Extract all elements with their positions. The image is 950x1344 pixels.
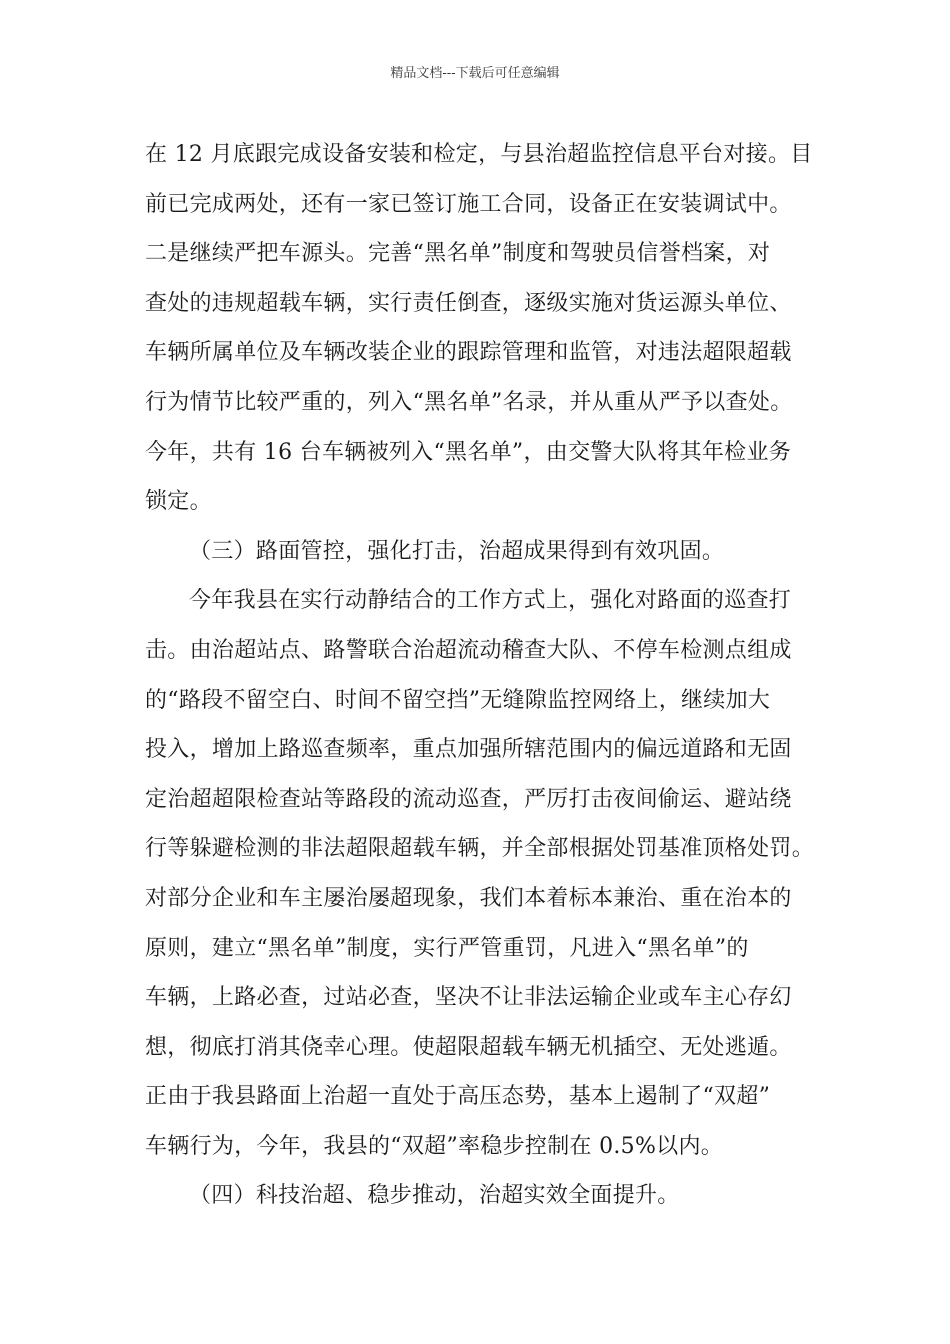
text-line: 锁定。 [145, 489, 212, 515]
text-line: 原则，建立“黑名单”制度，实行严管重罚，凡进入“黑名单”的 [145, 935, 749, 961]
text-line: 车辆所属单位及车辆改装企业的跟踪管理和监管，对违法超限超载 [145, 340, 792, 366]
text-line: 二是继续严把车源头。完善“黑名单”制度和驾驶员信誉档案，对 [145, 241, 771, 267]
text-line: 在 12 月底跟完成设备安装和检定，与县治超监控信息平台对接。目 [145, 142, 813, 167]
section-heading: （三）路面管控，强化打击，治超成果得到有效巩固。 [189, 538, 725, 564]
text-line: 对部分企业和车主屡治屡超现象，我们本着标本兼治、重在治本的 [145, 885, 792, 911]
text-line: 定治超超限检查站等路段的流动巡查，严厉打击夜间偷运、避站绕 [145, 786, 792, 812]
text-line: 想，彻底打消其侥幸心理。使超限超载车辆无机插空、无处逃遁。 [145, 1034, 792, 1060]
text-line: 行等躲避检测的非法超限超载车辆，并全部根据处罚基准顶格处罚。 [145, 836, 815, 862]
text-line: 车辆行为，今年，我县的“双超”率稳步控制在 0.5%以内。 [145, 1133, 724, 1159]
text-line: 车辆，上路必查，过站必查，坚决不让非法运输企业或车主心存幻 [145, 985, 792, 1011]
text-line: 正由于我县路面上治超一直处于高压态势，基本上遏制了“双超” [145, 1084, 771, 1110]
text-line: 击。由治超站点、路警联合治超流动稽查大队、不停车检测点组成 [145, 637, 792, 663]
text-line: 今年我县在实行动静结合的工作方式上，强化对路面的巡查打 [189, 588, 792, 614]
page-header: 精品文档---下载后可任意编辑 [390, 66, 560, 81]
section-heading: （四）科技治超、稳步推动，治超实效全面提升。 [189, 1183, 680, 1209]
text-line: 今年，共有 16 台车辆被列入“黑名单”，由交警大队将其年检业务 [145, 439, 792, 465]
text-line: 查处的违规超载车辆，实行责任倒查，逐级实施对货运源头单位、 [145, 290, 792, 316]
text-line: 投入，增加上路巡查频率，重点加强所辖范围内的偏远道路和无固 [145, 737, 792, 763]
text-line: 的“路段不留空白、时间不留空挡”无缝隙监控网络上，继续加大 [145, 687, 771, 713]
text-line: 前已完成两处，还有一家已签订施工合同，设备正在安装调试中。 [145, 191, 792, 217]
document-body [145, 130, 815, 1221]
text-line: 行为情节比较严重的，列入“黑名单”名录，并从重从严予以查处。 [145, 389, 793, 415]
